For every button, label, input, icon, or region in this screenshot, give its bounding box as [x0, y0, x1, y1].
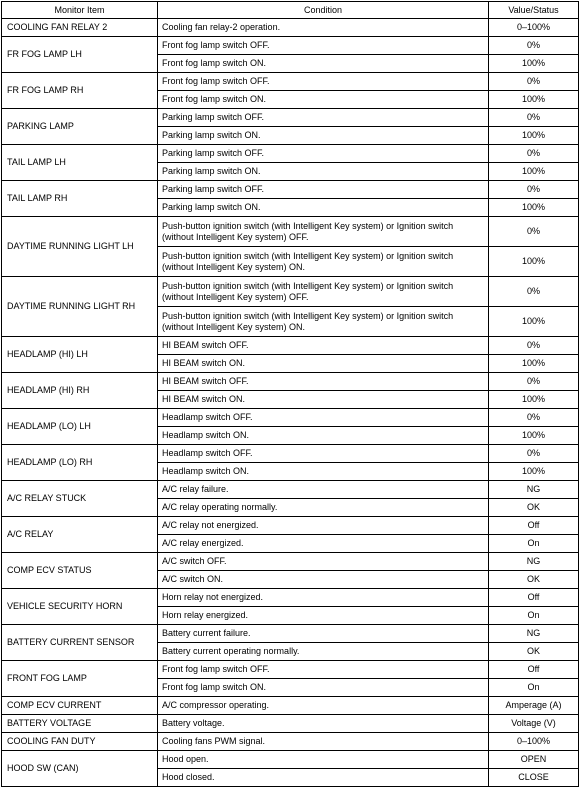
value-status-cell: 100%	[489, 463, 579, 481]
value-status-cell: 0%	[489, 409, 579, 427]
condition-cell: Front fog lamp switch ON.	[158, 55, 489, 73]
condition-cell: Parking lamp switch OFF.	[158, 109, 489, 127]
value-status-cell: Voltage (V)	[489, 715, 579, 733]
monitor-item-cell: COMP ECV CURRENT	[2, 697, 158, 715]
table-row	[2, 715, 579, 733]
condition-cell: Hood open.	[158, 751, 489, 769]
value-status-cell: 100%	[489, 55, 579, 73]
value-status-cell: 0%	[489, 73, 579, 91]
monitor-item-cell: HOOD SW (CAN)	[2, 751, 158, 787]
condition-cell: A/C relay energized.	[158, 535, 489, 553]
value-status-cell: 0%	[489, 373, 579, 391]
monitor-item-cell: DAYTIME RUNNING LIGHT LH	[2, 217, 158, 277]
monitor-item-cell: HEADLAMP (HI) LH	[2, 337, 158, 373]
table-row	[2, 751, 579, 769]
value-status-cell: 100%	[489, 391, 579, 409]
value-status-cell: 100%	[489, 91, 579, 109]
condition-cell: A/C relay operating normally.	[158, 499, 489, 517]
condition-cell: Parking lamp switch OFF.	[158, 181, 489, 199]
table-body	[2, 19, 579, 787]
monitor-item-cell: HEADLAMP (HI) RH	[2, 373, 158, 409]
value-status-cell: 100%	[489, 307, 579, 337]
condition-cell: Parking lamp switch ON.	[158, 163, 489, 181]
value-status-cell: NG	[489, 625, 579, 643]
condition-cell: Push-button ignition switch (with Intelligent Key system) or Ignition switch (without Intelligent Key system) OFF.	[158, 277, 489, 307]
value-status-cell: 0%	[489, 181, 579, 199]
condition-cell: Battery voltage.	[158, 715, 489, 733]
condition-cell: Battery current failure.	[158, 625, 489, 643]
condition-cell: Front fog lamp switch OFF.	[158, 37, 489, 55]
value-status-cell: Off	[489, 589, 579, 607]
monitor-item-cell: DAYTIME RUNNING LIGHT RH	[2, 277, 158, 337]
header-value-status: Value/Status	[489, 2, 579, 19]
value-status-cell: 0%	[489, 217, 579, 247]
condition-cell: Parking lamp switch ON.	[158, 127, 489, 145]
condition-cell: Front fog lamp switch ON.	[158, 91, 489, 109]
monitor-item-cell: BATTERY VOLTAGE	[2, 715, 158, 733]
table-row	[2, 19, 579, 37]
condition-cell: A/C switch OFF.	[158, 553, 489, 571]
table-row	[2, 277, 579, 307]
table-row	[2, 73, 579, 91]
table-row	[2, 589, 579, 607]
table-row	[2, 625, 579, 643]
table-row	[2, 481, 579, 499]
monitor-item-table	[1, 1, 579, 787]
header-monitor-item: Monitor Item	[2, 2, 158, 19]
condition-cell: Front fog lamp switch OFF.	[158, 661, 489, 679]
monitor-item-cell: FR FOG LAMP RH	[2, 73, 158, 109]
condition-cell: Parking lamp switch OFF.	[158, 145, 489, 163]
table-row	[2, 109, 579, 127]
condition-cell: Front fog lamp switch ON.	[158, 679, 489, 697]
value-status-cell: OPEN	[489, 751, 579, 769]
value-status-cell: 100%	[489, 163, 579, 181]
table-row	[2, 553, 579, 571]
value-status-cell: 0%	[489, 445, 579, 463]
table-row	[2, 217, 579, 247]
condition-cell: Cooling fan relay-2 operation.	[158, 19, 489, 37]
monitor-item-cell: A/C RELAY STUCK	[2, 481, 158, 517]
table-row	[2, 733, 579, 751]
monitor-item-cell: A/C RELAY	[2, 517, 158, 553]
monitor-item-cell: TAIL LAMP LH	[2, 145, 158, 181]
condition-cell: Cooling fans PWM signal.	[158, 733, 489, 751]
condition-cell: Push-button ignition switch (with Intelligent Key system) or Ignition switch (without Intelligent Key system) ON.	[158, 247, 489, 277]
value-status-cell: 0%	[489, 109, 579, 127]
condition-cell: Horn relay not energized.	[158, 589, 489, 607]
condition-cell: Horn relay energized.	[158, 607, 489, 625]
monitor-item-cell: HEADLAMP (LO) RH	[2, 445, 158, 481]
condition-cell: HI BEAM switch OFF.	[158, 337, 489, 355]
condition-cell: Headlamp switch OFF.	[158, 445, 489, 463]
value-status-cell: 0%	[489, 145, 579, 163]
value-status-cell: 0–100%	[489, 733, 579, 751]
table-row	[2, 145, 579, 163]
condition-cell: HI BEAM switch ON.	[158, 355, 489, 373]
value-status-cell: 100%	[489, 127, 579, 145]
monitor-item-cell: COOLING FAN RELAY 2	[2, 19, 158, 37]
condition-cell: HI BEAM switch ON.	[158, 391, 489, 409]
value-status-cell: 0%	[489, 337, 579, 355]
table-row	[2, 337, 579, 355]
condition-cell: A/C relay not energized.	[158, 517, 489, 535]
condition-cell: A/C compressor operating.	[158, 697, 489, 715]
value-status-cell: OK	[489, 643, 579, 661]
monitor-item-cell: COMP ECV STATUS	[2, 553, 158, 589]
condition-cell: Battery current operating normally.	[158, 643, 489, 661]
value-status-cell: OK	[489, 499, 579, 517]
monitor-item-cell: HEADLAMP (LO) LH	[2, 409, 158, 445]
condition-cell: HI BEAM switch OFF.	[158, 373, 489, 391]
table-row	[2, 445, 579, 463]
monitor-item-cell: FRONT FOG LAMP	[2, 661, 158, 697]
value-status-cell: Off	[489, 517, 579, 535]
condition-cell: Headlamp switch ON.	[158, 427, 489, 445]
value-status-cell: NG	[489, 481, 579, 499]
value-status-cell: 0%	[489, 37, 579, 55]
value-status-cell: On	[489, 679, 579, 697]
monitor-item-cell: BATTERY CURRENT SENSOR	[2, 625, 158, 661]
condition-cell: Push-button ignition switch (with Intelligent Key system) or Ignition switch (without Intelligent Key system) ON.	[158, 307, 489, 337]
table-row	[2, 661, 579, 679]
condition-cell: Parking lamp switch ON.	[158, 199, 489, 217]
value-status-cell: On	[489, 607, 579, 625]
table-row	[2, 517, 579, 535]
value-status-cell: 100%	[489, 199, 579, 217]
value-status-cell: NG	[489, 553, 579, 571]
table-row	[2, 697, 579, 715]
monitor-item-cell: TAIL LAMP RH	[2, 181, 158, 217]
table-row	[2, 409, 579, 427]
condition-cell: Headlamp switch ON.	[158, 463, 489, 481]
header-condition: Condition	[158, 2, 489, 19]
condition-cell: Push-button ignition switch (with Intelligent Key system) or Ignition switch (without Intelligent Key system) OFF.	[158, 217, 489, 247]
monitor-item-cell: PARKING LAMP	[2, 109, 158, 145]
monitor-item-cell: VEHICLE SECURITY HORN	[2, 589, 158, 625]
monitor-item-cell: COOLING FAN DUTY	[2, 733, 158, 751]
value-status-cell: 100%	[489, 247, 579, 277]
condition-cell: Front fog lamp switch OFF.	[158, 73, 489, 91]
table-row	[2, 373, 579, 391]
value-status-cell: 100%	[489, 355, 579, 373]
condition-cell: Hood closed.	[158, 769, 489, 787]
value-status-cell: OK	[489, 571, 579, 589]
value-status-cell: CLOSE	[489, 769, 579, 787]
condition-cell: A/C relay failure.	[158, 481, 489, 499]
value-status-cell: 0–100%	[489, 19, 579, 37]
value-status-cell: 100%	[489, 427, 579, 445]
monitor-item-cell: FR FOG LAMP LH	[2, 37, 158, 73]
table-row	[2, 181, 579, 199]
condition-cell: Headlamp switch OFF.	[158, 409, 489, 427]
header-row	[2, 2, 579, 19]
value-status-cell: Off	[489, 661, 579, 679]
value-status-cell: On	[489, 535, 579, 553]
table-row	[2, 37, 579, 55]
value-status-cell: Amperage (A)	[489, 697, 579, 715]
condition-cell: A/C switch ON.	[158, 571, 489, 589]
value-status-cell: 0%	[489, 277, 579, 307]
